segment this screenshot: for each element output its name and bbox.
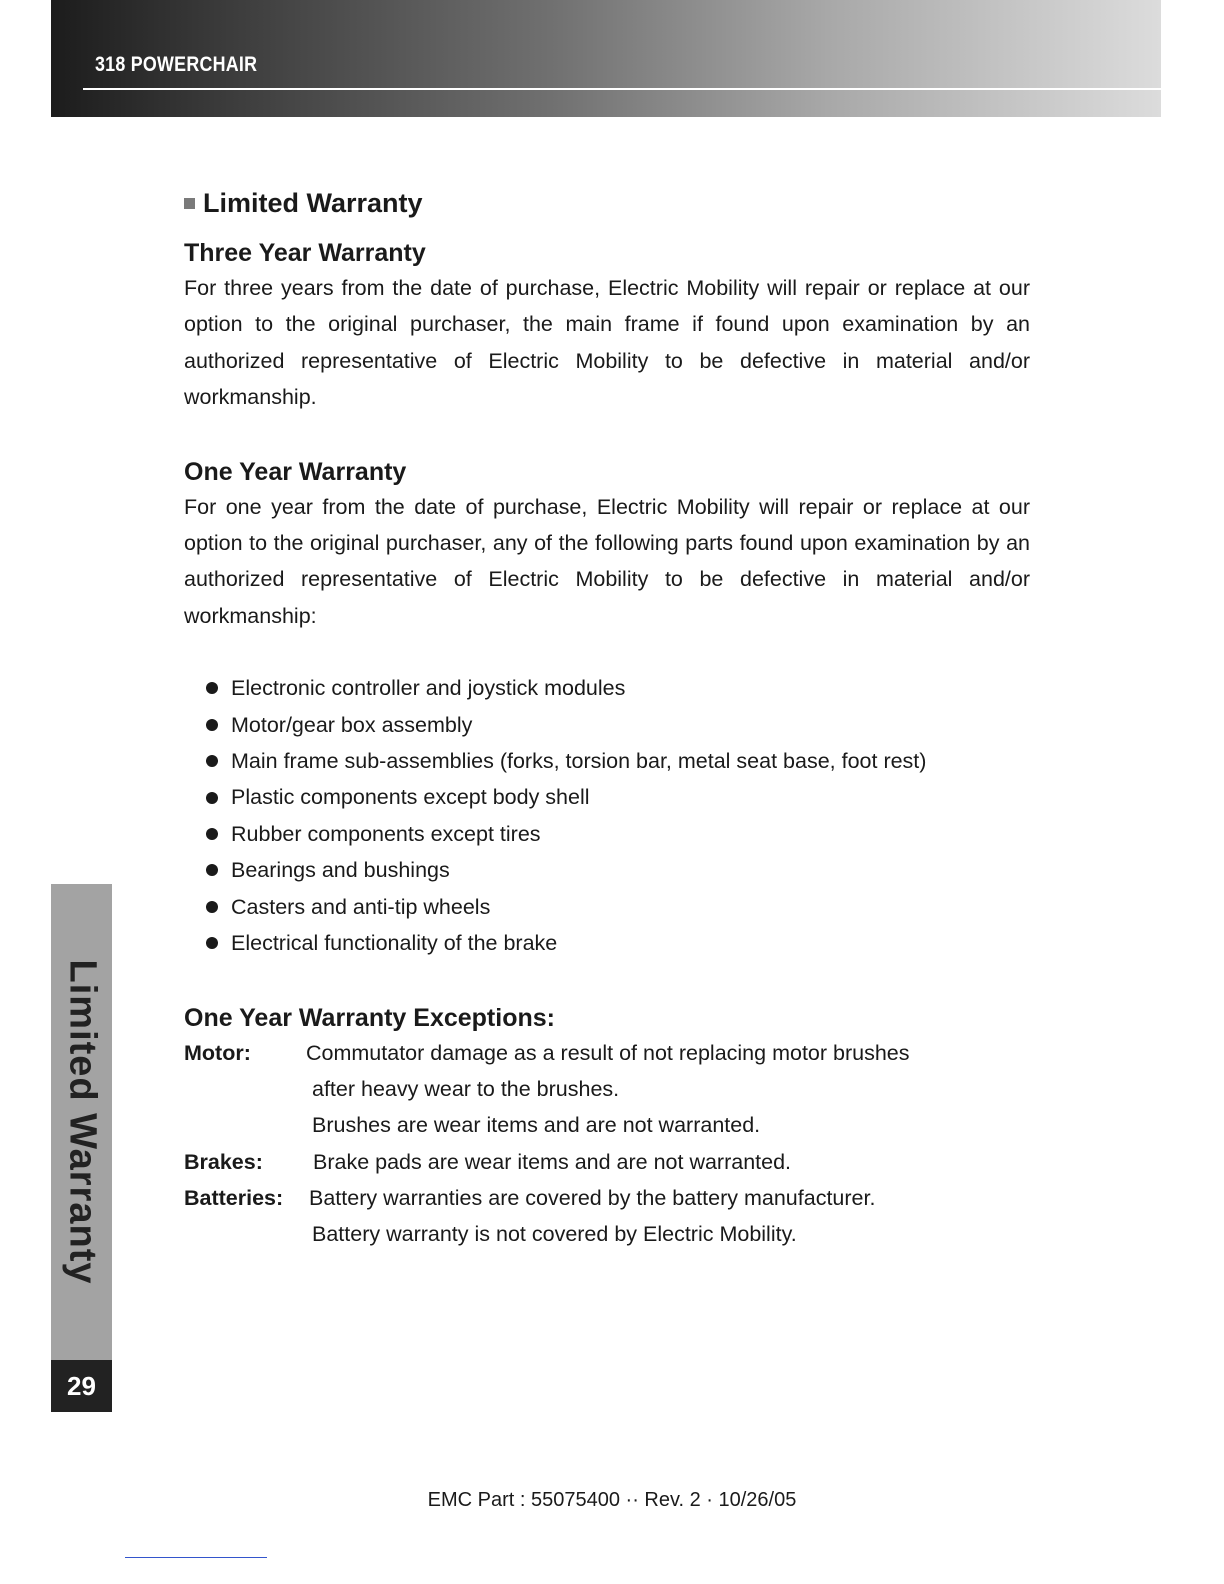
brakes-line: Brake pads are wear items and are not warranted. bbox=[313, 1149, 792, 1174]
main-content bbox=[184, 188, 1030, 1253]
exception-row bbox=[184, 1035, 1030, 1071]
list-item: Motor/gear box assembly bbox=[206, 707, 1030, 743]
header-title: 318 POWERCHAIR bbox=[95, 53, 258, 76]
three-year-body: For three years from the date of purchase, Electric Mobility will repair or replace at our option to the original purchaser, the main frame if found upon examination by an authorized representative of Electric Mobility to be defective in material and/or workmanship. bbox=[184, 276, 1030, 410]
list-item: Electronic controller and joystick modules bbox=[206, 670, 1030, 706]
bullet-icon bbox=[206, 828, 218, 840]
section-title bbox=[184, 188, 1030, 219]
footer-part-number: EMC Part : 55075400 ·· Rev. 2 · 10/26/05 bbox=[427, 1489, 797, 1511]
motor-label: Motor: bbox=[184, 1040, 251, 1065]
motor-line: Brushes are wear items and are not warranted. bbox=[312, 1113, 761, 1138]
list-item: Casters and anti-tip wheels bbox=[206, 889, 1030, 925]
exception-row bbox=[184, 1180, 1030, 1216]
bullet-icon bbox=[206, 755, 218, 767]
bullet-icon bbox=[206, 864, 218, 876]
bullet-icon bbox=[206, 682, 218, 694]
page-header bbox=[51, 0, 1161, 117]
bullet-icon bbox=[206, 901, 218, 913]
brakes-label: Brakes: bbox=[184, 1149, 263, 1174]
batteries-label: Batteries: bbox=[184, 1186, 284, 1211]
bullet-icon bbox=[206, 719, 218, 731]
motor-line: after heavy wear to the brushes. bbox=[312, 1076, 620, 1101]
list-item: Main frame sub-assemblies (forks, torsion bar, metal seat base, foot rest) bbox=[206, 743, 1030, 779]
covered-parts-list bbox=[184, 670, 1030, 961]
motor-line: Commutator damage as a result of not replacing motor brushes bbox=[306, 1040, 910, 1065]
list-item: Plastic components except body shell bbox=[206, 779, 1030, 815]
exception-row bbox=[184, 1144, 1030, 1180]
one-year-heading: One Year Warranty bbox=[184, 457, 407, 486]
footer-underline bbox=[125, 1557, 267, 1558]
section-title-text: Limited Warranty bbox=[203, 188, 423, 218]
exceptions-heading: One Year Warranty Exceptions: bbox=[184, 1003, 555, 1032]
batteries-line: Battery warranties are covered by the battery manufacturer. bbox=[309, 1186, 876, 1211]
header-rule bbox=[83, 88, 1161, 90]
one-year-body: For one year from the date of purchase, Electric Mobility will repair or replace at our option to the original purchaser, any of the following parts found upon examination by an authorized representative of Electric Mobility to be defective in material and/or workmanship: bbox=[184, 494, 1030, 628]
exception-row bbox=[184, 1216, 1030, 1252]
exception-row bbox=[184, 1107, 1030, 1143]
bullet-icon bbox=[206, 792, 218, 804]
side-tab bbox=[51, 884, 112, 1360]
three-year-heading: Three Year Warranty bbox=[184, 239, 426, 267]
square-bullet-icon bbox=[184, 198, 195, 209]
bullet-icon bbox=[206, 937, 218, 949]
page-number: 29 bbox=[51, 1360, 112, 1412]
list-item: Rubber components except tires bbox=[206, 816, 1030, 852]
exceptions-list bbox=[184, 1035, 1030, 1253]
list-item: Electrical functionality of the brake bbox=[206, 925, 1030, 961]
batteries-line: Battery warranty is not covered by Electric Mobility. bbox=[312, 1222, 797, 1247]
list-item: Bearings and bushings bbox=[206, 852, 1030, 888]
exception-row bbox=[184, 1071, 1030, 1107]
side-tab-label: Limited Warranty bbox=[61, 959, 103, 1285]
